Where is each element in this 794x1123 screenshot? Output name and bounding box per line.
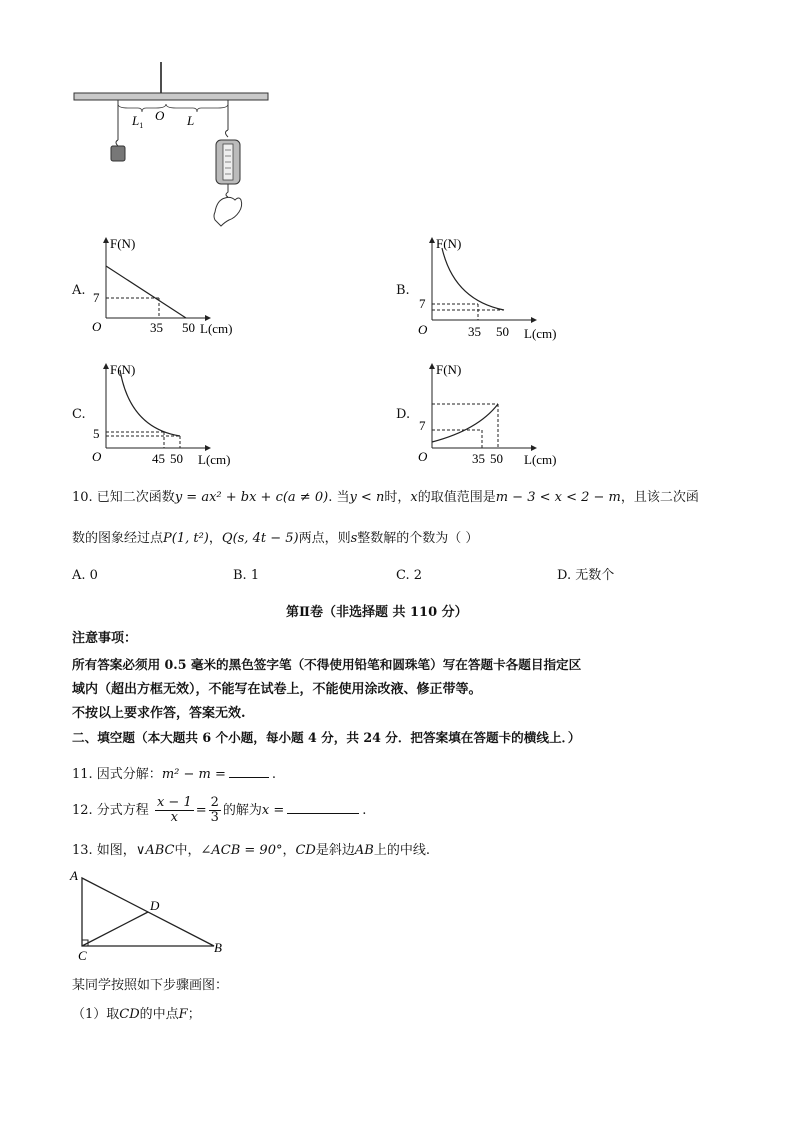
q12-fraction-right: $\frac{2}{3}$ — [210, 795, 219, 825]
notice-line1: 所有答案必须用 0.5 毫米的黑色签字笔（不得使用铅笔和圆珠笔）写在答题卡各题目指定区 — [72, 657, 582, 672]
vertex-d: D — [150, 898, 160, 913]
part2-title: 二、填空题（本大题共 6 个小题，每小题 4 分，共 24 分．把答案填在答题卡的横线上．） — [72, 730, 581, 745]
label-l1: $L_1$ — [132, 113, 144, 130]
svg-text:L(cm): L(cm) — [524, 326, 557, 341]
q13-steps-intro: 某同学按照如下步骤画图： — [72, 978, 229, 993]
svg-text:7: 7 — [93, 290, 100, 305]
svg-text:O: O — [418, 322, 428, 337]
svg-text:L(cm): L(cm) — [524, 452, 557, 467]
svg-text:50: 50 — [170, 451, 183, 466]
svg-text:45: 45 — [152, 451, 165, 466]
svg-text:F(N): F(N) — [110, 362, 136, 377]
q12-line: 12. 分式方程 $\frac{x - 1}{x}$ = $\frac{2}{3}$ 的解为x = . — [72, 795, 367, 825]
svg-text:50: 50 — [490, 451, 503, 466]
vertex-a: A — [70, 868, 78, 883]
section2-title: 第Ⅱ卷（非选择题 共 110 分） — [286, 605, 468, 620]
svg-text:7: 7 — [419, 418, 426, 433]
svg-text:O: O — [92, 449, 102, 464]
svg-text:F(N): F(N) — [110, 236, 136, 251]
q12-fraction-left: $\frac{x - 1}{x}$ — [156, 795, 192, 825]
option-b-letter: B. — [396, 283, 410, 298]
q13-step1: （1）取CD的中点F； — [72, 1007, 201, 1022]
svg-text:L(cm): L(cm) — [200, 321, 233, 336]
option-d-letter: D. — [396, 407, 411, 422]
svg-text:50: 50 — [182, 320, 195, 335]
weight-hook — [116, 140, 118, 146]
option-b-graph — [414, 234, 584, 344]
svg-text:F(N): F(N) — [436, 236, 462, 251]
label-o: O — [155, 108, 165, 123]
label-l: L — [187, 113, 195, 128]
option-d-graph — [414, 360, 584, 470]
length-brace-l — [166, 104, 228, 112]
q12-answer-blank[interactable] — [287, 799, 359, 814]
svg-text:O: O — [92, 319, 102, 334]
option-a-graph — [88, 234, 258, 342]
q10-choice-c: C. 2 — [396, 568, 423, 583]
svg-text:L(cm): L(cm) — [198, 452, 231, 467]
svg-text:35: 35 — [150, 320, 163, 335]
svg-text:50: 50 — [496, 324, 509, 339]
svg-text:F(N): F(N) — [436, 362, 462, 377]
q10-choice-d: D. 无数个 — [557, 568, 615, 583]
q10-choice-a: A. 0 — [72, 568, 98, 583]
notice-line2: 域内（超出方框无效），不能写在试卷上，不能使用涂改液、修正带等。 — [72, 682, 482, 697]
hand-icon — [214, 197, 242, 226]
hanging-weight — [111, 146, 125, 161]
svg-text:35: 35 — [472, 451, 485, 466]
q11-line: 11. 因式分解：m² − m = . — [72, 763, 276, 784]
q13-triangle-figure — [68, 866, 238, 966]
svg-text:5: 5 — [93, 426, 100, 441]
lever-apparatus-figure — [70, 62, 275, 227]
lever-bar — [74, 93, 268, 100]
q10-choice-b: B. 1 — [233, 568, 260, 583]
vertex-b: B — [214, 940, 222, 955]
svg-text:35: 35 — [468, 324, 481, 339]
q11-answer-blank[interactable] — [229, 763, 269, 778]
scale-hook — [226, 130, 229, 137]
option-a-letter: A. — [72, 283, 86, 298]
svg-text:7: 7 — [419, 296, 426, 311]
vertex-c: C — [78, 948, 87, 963]
notice-title: 注意事项： — [72, 631, 138, 646]
q13-line: 13. 如图，∨ABC中，∠ACB = 90°，CD是斜边AB上的中线. — [72, 843, 430, 858]
svg-text:O: O — [418, 449, 428, 464]
q10-line1: 10. 已知二次函数y = ax² + bx + c(a ≠ 0). 当y < n时，x的取值范围是m − 3 < x < 2 − m，且该二次函 — [72, 490, 699, 505]
scale-pull-hook — [226, 184, 228, 197]
q10-line2: 数的图象经过点P(1, t²)，Q(s, 4t − 5)两点，则s整数解的个数为（ ） — [72, 531, 479, 546]
notice-line3: 不按以上要求作答，答案无效. — [72, 706, 246, 721]
option-c-graph — [88, 360, 258, 470]
option-c-letter: C. — [72, 407, 86, 422]
